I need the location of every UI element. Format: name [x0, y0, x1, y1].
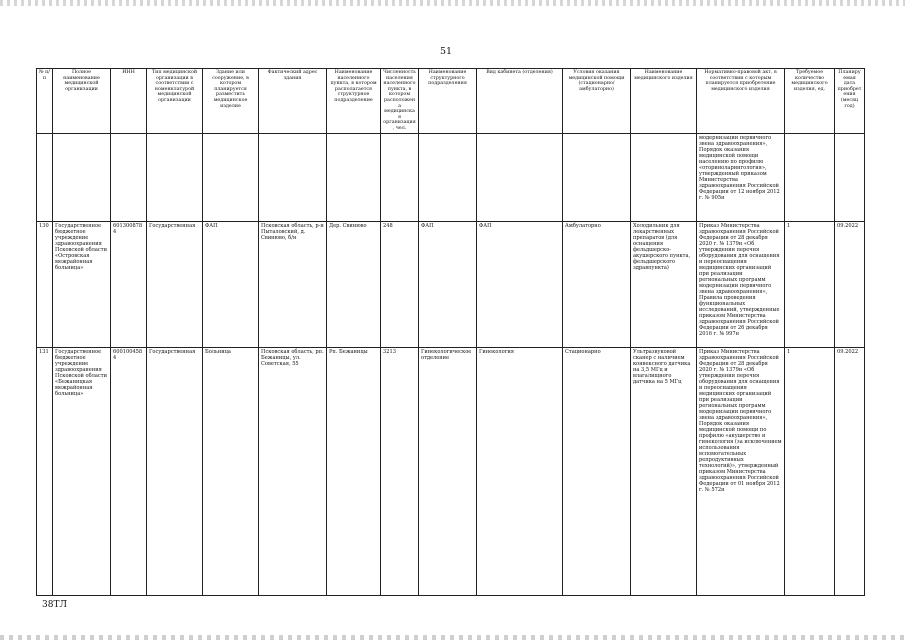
cabinet-cell: Гинекология	[477, 347, 563, 595]
locality-cell: Дер. Свинюво	[327, 221, 381, 347]
header-quantity: Требуемое количество медицинского изделия, ед.	[785, 69, 835, 134]
device-cell: Холодильник для лекарственных препаратов (для оснащения фельдшерско-акушерского пункта, фельдшерского здравпункта)	[631, 221, 697, 347]
header-org-name: Полное наименование медицинской организации	[53, 69, 111, 134]
population-cell: 248	[381, 221, 419, 347]
header-locality: Наименование населенного пункта, в котором располагается структурное подразделение	[327, 69, 381, 134]
page-number: 51	[440, 46, 453, 57]
conditions-cell: Стационарно	[563, 347, 631, 595]
header-building: Здание или сооружение, в котором планируется разместить медицинское изделие	[203, 69, 259, 134]
header-address: Фактический адрес здания	[259, 69, 327, 134]
conditions-cell: Амбулаторно	[563, 221, 631, 347]
unit-cell: ФАП	[419, 221, 477, 347]
footer-code: 38ТЛ	[42, 600, 67, 610]
header-no: № п/п	[37, 69, 53, 134]
legal-act-cell: Приказ Министерства здравоохранения Российской Федерации от 28 декабря 2020 г. № 1379н «Об утверждении перечня оборудования для оснащения и переоснащения медицинских организаций при реализации региональных программ модернизации первичного звена здравоохранения», Правила проведения функциональных исследований, утвержденные приказом Министерства здравоохранения Российской Федерации от 26 декабря 2016 г. № 997н	[697, 221, 785, 347]
header-conditions: Условия оказания медицинской помощи (стационарно/ амбулаторно)	[563, 69, 631, 134]
scan-top-edge	[0, 0, 905, 6]
org-name-cell: Государственное бюджетное учреждение здравоохранения Псковской области «Островская межрайонная больница»	[53, 221, 111, 347]
building-cell: ФАП	[203, 221, 259, 347]
header-unit: Наименование структурного подразделения	[419, 69, 477, 134]
unit-cell: Гинекологическое отделение	[419, 347, 477, 595]
legal-act-cell: Приказ Министерства здравоохранения Российской Федерации от 28 декабря 2020 г. № 1379н «Об утверждении перечня оборудования для оснащения и переоснащения медицинских организаций при реализации региональных программ модернизации первичного звена здравоохранения», Порядок оказания медицинской помощи по профилю «акушерство и гинекология (за исключением использования вспомогательных репродуктивных технологий)», утвержденный приказом Министерства здравоохранения Российской Федерации от 01 ноября 2012 г. № 572н	[697, 347, 785, 595]
header-cabinet: Вид кабинета (отделения)	[477, 69, 563, 134]
building-cell: Больница	[203, 347, 259, 595]
header-population: Численность населения населенного пункта, в котором расположена медицинская организация, чел.	[381, 69, 419, 134]
org-type-cell: Государственная	[147, 221, 203, 347]
inn-cell: 6013008784	[111, 221, 147, 347]
locality-cell: Рп. Бежаницы	[327, 347, 381, 595]
population-cell: 3213	[381, 347, 419, 595]
address-cell: Псковская область, рп. Бежаницы, ул. Советская, 55	[259, 347, 327, 595]
inn-cell: 6001004584	[111, 347, 147, 595]
table-row	[37, 347, 865, 595]
header-legal-act: Нормативно-правовой акт, в соответствии с которым планируется приобретение медицинского изделия	[697, 69, 785, 134]
continuation-legal-act: модернизации первичного звена здравоохранения», Порядок оказания медицинской помощи населению по профилю «оториноларингология», утвержденный приказом Министерства здравоохранения Российской Федерации от 12 ноября 2012 г. № 905н	[697, 133, 785, 221]
device-cell: Ультразвуковой сканер с наличием конвексного датчика на 3,5 МГц и влагалищного датчика на 5 МГц	[631, 347, 697, 595]
date-cell: 09.2022	[835, 347, 865, 595]
org-type-cell: Государственная	[147, 347, 203, 595]
cabinet-cell: ФАП	[477, 221, 563, 347]
org-name-cell: Государственное бюджетное учреждение здравоохранения Псковской области «Бежаницкая межрайонная больница»	[53, 347, 111, 595]
scan-bottom-edge	[0, 635, 905, 640]
address-cell: Псковская область, р-н Пыталовский, д. Свинюво, б/н	[259, 221, 327, 347]
header-date: Планируемая дата приобретения (месяц год)	[835, 69, 865, 134]
row-number: 131	[37, 347, 53, 595]
quantity-cell: 1	[785, 221, 835, 347]
equipment-table	[36, 68, 865, 596]
header-row	[37, 69, 865, 134]
date-cell: 09.2022	[835, 221, 865, 347]
header-inn: ИНН	[111, 69, 147, 134]
table-row-continuation	[37, 133, 865, 221]
header-device: Наименование медицинского изделия	[631, 69, 697, 134]
quantity-cell: 1	[785, 347, 835, 595]
header-org-type: Тип медицинской организации в соответствии с номенклатурой медицинской организации	[147, 69, 203, 134]
row-number: 130	[37, 221, 53, 347]
table-row	[37, 221, 865, 347]
